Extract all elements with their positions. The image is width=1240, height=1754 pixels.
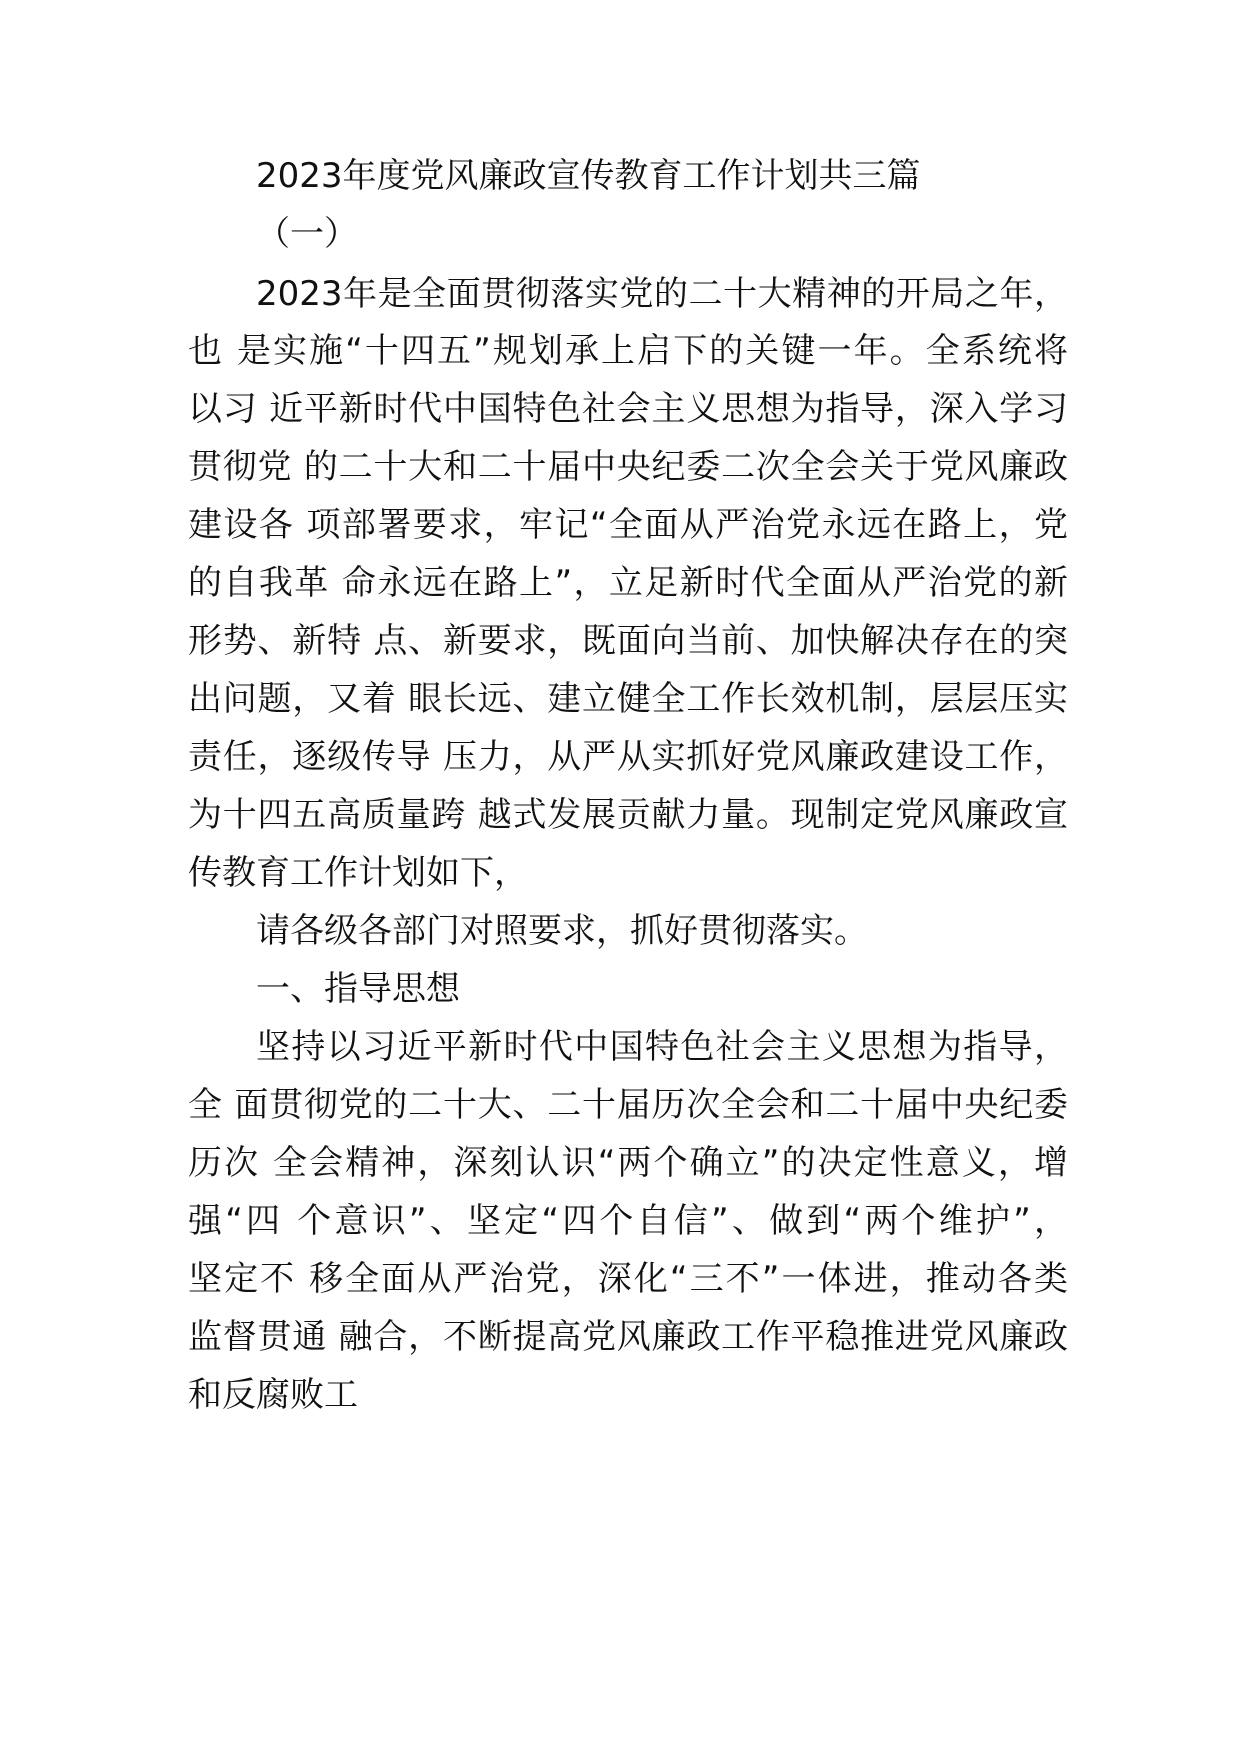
paragraph-line: 出问题，又着 眼长远、建立健全工作长效机制，层层压实 (188, 679, 1068, 719)
paragraph-line: 责任，逐级传导 压力，从严从实抓好党风廉政建设工作， (188, 737, 1068, 777)
paragraph-line: 坚定不 移全面从严治党，深化“三不”一体进，推动各类 (188, 1259, 1068, 1299)
paragraph-line: 和反腐败工 (188, 1375, 358, 1415)
paragraph-line: 为十四五高质量跨 越式发展贡献力量。现制定党风廉政宣 (188, 795, 1068, 835)
paragraph-line: 以习 近平新时代中国特色社会主义思想为指导，深入学习 (188, 389, 1068, 429)
paragraph-line: 建设各 项部署要求，牢记“全面从严治党永远在路上，党 (188, 505, 1068, 545)
paragraph-line: 贯彻党 的二十大和二十届中央纪委二次全会关于党风廉政 (188, 447, 1068, 487)
paragraph-line: 监督贯通 融合，不断提高党风廉政工作平稳推进党风廉政 (188, 1317, 1068, 1357)
section-heading: 一、指导思想 (256, 969, 460, 1009)
paragraph-line: 请各级各部门对照要求，抓好贯彻落实。 (256, 911, 868, 951)
paragraph-line: 形势、新特 点、新要求，既面向当前、加快解决存在的突 (188, 621, 1068, 661)
paragraph-line: 强“四 个意识”、坚定“四个自信”、做到“两个维护”， (188, 1201, 1068, 1241)
section-number: （一） (256, 214, 358, 254)
paragraph-line: 传教育工作计划如下， (188, 853, 528, 893)
paragraph-line: 也 是实施“十四五”规划承上启下的关键一年。全系统将 (188, 331, 1068, 371)
paragraph-line: 的自我革 命永远在路上”，立足新时代全面从严治党的新 (188, 563, 1068, 603)
paragraph-line: 历次 全会精神，深刻认识“两个确立”的决定性意义，增 (188, 1143, 1068, 1183)
paragraph-line: 2023年是全面贯彻落实党的二十大精神的开局之年， (256, 274, 1068, 314)
paragraph-line: 全 面贯彻党的二十大、二十届历次全会和二十届中央纪委 (188, 1085, 1068, 1125)
document-title: 2023年度党风廉政宣传教育工作计划共三篇 (256, 156, 921, 196)
paragraph-line: 坚持以习近平新时代中国特色社会主义思想为指导， (256, 1027, 1068, 1067)
